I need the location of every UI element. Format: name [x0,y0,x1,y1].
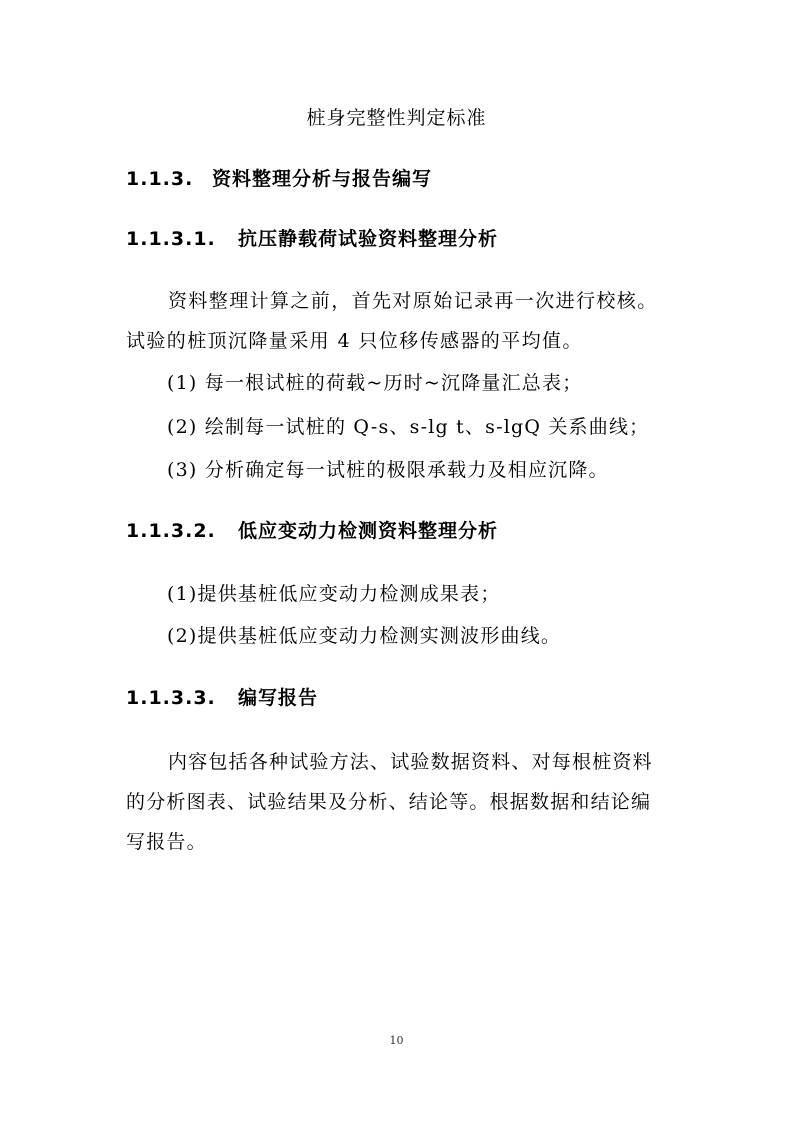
section-heading-1-1-3-2 [126,517,499,545]
page-number: 10 [389,1034,404,1047]
static-load-list-item: (3) 分析确定每一试桩的极限承载力及相应沉降。 [167,459,609,481]
section-heading-1-1-3-1 [126,225,499,253]
section-number: 1.1.3.3. [126,687,216,709]
static-load-list-item: (2) 绘制每一试桩的 Q-s、s-lg t、s-lgQ 关系曲线； [167,416,650,438]
table-caption: 桩身完整性判定标准 [306,107,487,129]
report-content-paragraph: 内容包括各种试验方法、试验数据资料、对每根桩资料的分析图表、试验结果及分析、结论等。根据数据和结论编写报告。 [126,751,653,853]
low-strain-list-item: (1)提供基桩低应变动力检测成果表； [167,583,501,605]
section-title: 编写报告 [238,687,319,709]
section-title: 低应变动力检测资料整理分析 [238,520,499,542]
section-title: 抗压静载荷试验资料整理分析 [238,228,499,250]
section-heading-1-1-3 [126,165,433,193]
section-number: 1.1.3.2. [126,520,216,542]
section-number: 1.1.3.1. [126,228,216,250]
section-number: 1.1.3. [126,168,194,190]
static-load-list-item: (1) 每一根试桩的荷载~历时~沉降量汇总表； [167,372,583,394]
low-strain-list-item: (2)提供基桩低应变动力检测实测波形曲线。 [167,625,562,647]
static-load-intro-paragraph: 资料整理计算之前，首先对原始记录再一次进行校核。试验的桩顶沉降量采用 4 只位移传感器的平均值。 [126,290,658,352]
section-heading-1-1-3-3 [126,684,319,712]
section-title: 资料整理分析与报告编写 [212,168,433,190]
